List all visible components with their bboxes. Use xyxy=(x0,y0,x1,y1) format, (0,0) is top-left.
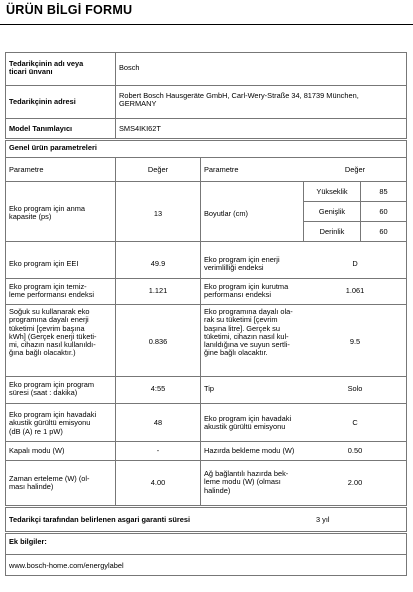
row-line xyxy=(6,181,406,182)
row-line xyxy=(6,304,406,305)
col-divider xyxy=(200,157,201,505)
row-line xyxy=(6,278,406,279)
off-mode-label: Kapalı modu (W) xyxy=(9,446,65,455)
supplier-table xyxy=(5,52,407,139)
row-line xyxy=(6,441,406,442)
extra-heading: Ek bilgiler: xyxy=(9,537,47,546)
dim-width-value: 60 xyxy=(379,207,388,216)
row-line xyxy=(6,376,406,377)
program-duration-value: 4:55 xyxy=(150,384,166,393)
title-underline xyxy=(0,24,413,25)
page-title: ÜRÜN BİLGİ FORMU xyxy=(6,3,133,17)
standby-mode-value: 0.50 xyxy=(347,446,363,455)
drying-index-label: Eko program için kurutma performansı endeksi xyxy=(204,282,289,300)
general-heading: Genel ürün parametreleri xyxy=(9,143,97,152)
dimensions-label: Boyutlar (cm) xyxy=(204,209,248,218)
row-line xyxy=(6,157,406,158)
dim-depth-value: 60 xyxy=(379,227,388,236)
water-consumption-label: Eko programına dayalı ola- rak su tüketimi [çevrim başına litre]. Gerçek su tüketimi, cihazın nasıl kul- lanıldığına ve suyun sertli- ğine bağlı olacaktır. xyxy=(204,307,293,358)
noise-class-value: C xyxy=(352,418,358,427)
dim-line xyxy=(303,221,406,222)
dim-width-label: Genişlik xyxy=(318,207,346,216)
model-label: Model Tanımlayıcı xyxy=(9,124,73,133)
row-line xyxy=(6,241,406,242)
cleaning-index-label: Eko program için temiz- leme performansı endeksi xyxy=(9,282,95,300)
col-header-value: Değer xyxy=(147,165,169,174)
drying-index-value: 1.061 xyxy=(345,286,365,295)
supplier-name-value: Bosch xyxy=(119,63,140,72)
energy-label-url[interactable]: www.bosch-home.com/energylabel xyxy=(9,561,124,570)
type-label: Tip xyxy=(204,384,214,393)
col-header-param: Parametre xyxy=(9,165,44,174)
energy-consumption-value: 0.836 xyxy=(148,337,168,346)
delay-start-value: 4.00 xyxy=(150,478,166,487)
warranty-table xyxy=(5,507,407,532)
delay-start-label: Zaman erteleme (W) (ol- ması halinde) xyxy=(9,474,90,492)
model-value: SMS4IKI62T xyxy=(119,124,161,133)
supplier-address-value: Robert Bosch Hausgeräte GmbH, Carl-Wery-Straße 34, 81739 München, GERMANY xyxy=(119,91,359,109)
networked-standby-label: Ağ bağlantılı hazırda bek- leme modu (W) (olması halinde) xyxy=(204,469,289,495)
col-header-value: Değer xyxy=(344,165,366,174)
warranty-value: 3 yıl xyxy=(316,515,330,524)
cleaning-index-value: 1.121 xyxy=(148,286,168,295)
water-consumption-value: 9.5 xyxy=(349,337,361,346)
general-params-table xyxy=(5,140,407,506)
supplier-name-label: Tedarikçinin adı veya ticari ünvanı xyxy=(9,59,84,77)
rated-capacity-value: 13 xyxy=(153,209,163,218)
program-duration-label: Eko program için program süresi (saat : dakika) xyxy=(9,380,95,398)
rated-capacity-label: Eko program için anma kapasite (ps) xyxy=(9,204,85,222)
off-mode-value: - xyxy=(156,446,160,455)
supplier-address-label: Tedarikçinin adresi xyxy=(9,97,76,106)
type-value: Solo xyxy=(347,384,363,393)
eei-value: 49.9 xyxy=(150,259,166,268)
dim-height-label: Yükseklik xyxy=(316,187,348,196)
col-header-param: Parametre xyxy=(204,165,239,174)
energy-consumption-label: Soğuk su kullanarak eko programına dayalı enerji tüketimi [çevrim başına kWh] (Gerçek enerji tüketi- mi, cihazın nasıl kullanıldı- ğına bağlı olacaktır.) xyxy=(9,307,97,358)
dim-height-value: 85 xyxy=(379,187,388,196)
eei-label: Eko program için EEI xyxy=(9,259,79,268)
dim-depth-label: Derinlik xyxy=(319,227,345,236)
row-line xyxy=(6,460,406,461)
supplier-divider xyxy=(115,53,116,138)
warranty-label: Tedarikçi tarafından belirlenen asgari garanti süresi xyxy=(9,515,190,524)
row-line xyxy=(6,403,406,404)
dim-line xyxy=(303,201,406,202)
noise-emission-value: 48 xyxy=(153,418,163,427)
energy-class-value: D xyxy=(352,259,358,268)
extra-info-table xyxy=(5,533,407,576)
supplier-row-line xyxy=(6,118,406,119)
noise-class-label: Eko program için havadaki akustik gürültü emisyonu xyxy=(204,414,292,432)
standby-mode-label: Hazırda bekleme modu (W) xyxy=(204,446,295,455)
noise-emission-label: Eko program için havadaki akustik gürültü emisyonu (dB (A) re 1 pW) xyxy=(9,410,97,436)
supplier-row-line xyxy=(6,85,406,86)
row-line xyxy=(6,554,406,555)
energy-class-label: Eko program için enerji verimlilliği endeksi xyxy=(204,255,280,273)
networked-standby-value: 2.00 xyxy=(347,478,363,487)
